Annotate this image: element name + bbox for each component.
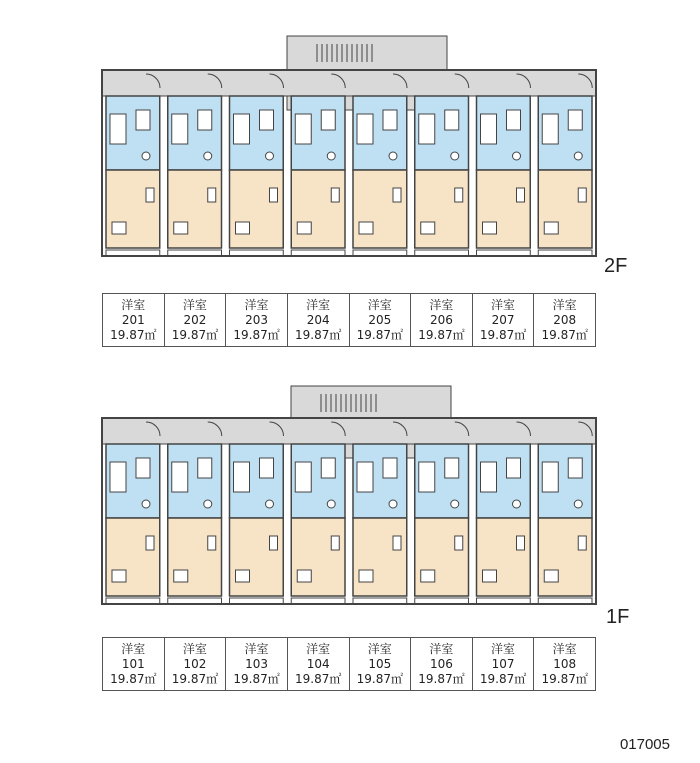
unit-area: 19.87㎡ [233,671,280,686]
toilet [266,500,274,508]
unit-type: 洋室 [182,641,207,656]
unit-area: 19.87㎡ [541,327,588,342]
unit-area: 19.87㎡ [418,671,465,686]
unit-number: 103 [245,656,269,671]
unit-type: 洋室 [244,641,269,656]
closet-icon [174,222,188,234]
corridor [102,418,596,444]
table-icon [393,536,401,550]
toilet [327,500,335,508]
unit-cell-205 [349,293,412,347]
unit-area: 19.87㎡ [356,671,403,686]
kitchen-sink [383,110,397,130]
unit-type: 洋室 [244,297,269,312]
unit-type: 洋室 [306,297,331,312]
unit-number: 203 [245,312,269,327]
unit-area: 19.87㎡ [171,327,219,342]
bath-unit [234,462,250,492]
toilet [327,152,335,160]
toilet [142,500,150,508]
unit-number: 202 [183,312,207,327]
bath-unit [357,114,373,144]
unit-cell-107 [472,637,535,691]
unit-type: 洋室 [121,641,146,656]
unit-type: 洋室 [367,641,392,656]
unit-cell-102 [164,637,227,691]
kitchen-sink [136,458,150,478]
bath-unit [295,114,311,144]
toilet [451,152,459,160]
toilet [204,500,212,508]
unit-area: 19.87㎡ [479,327,527,342]
closet-icon [174,570,188,582]
closet-icon [421,570,435,582]
closet-icon [297,222,311,234]
floor-label-2f: 2F [604,255,628,277]
closet-icon [359,222,373,234]
toilet [513,500,521,508]
floor-label-1f: 1F [606,606,630,628]
bath-unit [295,462,311,492]
table-icon [331,536,339,550]
bath-unit [481,462,497,492]
unit-area: 19.87㎡ [171,671,219,686]
closet-icon [297,570,311,582]
kitchen-sink [383,458,397,478]
bath-unit [481,114,497,144]
toilet [574,152,582,160]
unit-legend-2f [102,293,596,347]
table-icon [455,536,463,550]
unit-type: 洋室 [429,297,454,312]
unit-area: 19.87㎡ [418,327,465,342]
kitchen-sink [136,110,150,130]
bath-unit [110,114,126,144]
unit-number: 208 [553,312,577,327]
kitchen-sink [507,110,521,130]
property-code: 017005 [619,736,670,753]
kitchen-sink [260,110,274,130]
toilet [266,152,274,160]
bath-unit [419,462,435,492]
kitchen-sink [445,458,459,478]
unit-cell-108 [533,637,596,691]
unit-number: 107 [491,656,515,671]
unit-area: 19.87㎡ [233,327,280,342]
closet-icon [112,222,126,234]
unit-cell-207 [472,293,535,347]
unit-cell-106 [410,637,473,691]
bath-unit [110,462,126,492]
closet-icon [112,570,126,582]
main-room [106,170,160,248]
kitchen-sink [507,458,521,478]
unit-number: 206 [429,312,453,327]
main-room [106,518,160,596]
unit-cell-202 [164,293,227,347]
unit-number: 104 [306,656,330,671]
unit-cell-206 [410,293,473,347]
closet-icon [359,570,373,582]
bath-unit [172,462,188,492]
main-room [477,518,531,596]
table-icon [270,536,278,550]
unit-number: 204 [306,312,330,327]
unit-cell-203 [225,293,288,347]
toilet [451,500,459,508]
unit-type: 洋室 [552,297,577,312]
unit-number: 105 [368,656,392,671]
main-room [415,518,469,596]
unit-area: 19.87㎡ [295,327,342,342]
main-room [230,518,284,596]
table-icon [146,188,154,202]
unit-cell-204 [287,293,350,347]
unit-number: 101 [121,656,145,671]
bath-unit [542,462,558,492]
main-room [230,170,284,248]
main-room [291,518,345,596]
unit-area: 19.87㎡ [110,327,157,342]
table-icon [578,188,586,202]
unit-area: 19.87㎡ [479,671,527,686]
closet-icon [483,222,497,234]
kitchen-sink [260,458,274,478]
unit-cell-101 [102,637,165,691]
unit-area: 19.87㎡ [110,671,157,686]
kitchen-sink [568,110,582,130]
bath-unit [357,462,373,492]
unit-cell-201 [102,293,165,347]
toilet [513,152,521,160]
unit-legend-1f [102,637,596,691]
unit-type: 洋室 [429,641,454,656]
unit-type: 洋室 [491,297,516,312]
table-icon [393,188,401,202]
unit-number: 106 [429,656,453,671]
closet-icon [421,222,435,234]
bath-unit [172,114,188,144]
table-icon [208,536,216,550]
unit-number: 201 [121,312,145,327]
toilet [204,152,212,160]
corridor [102,70,596,96]
main-room [415,170,469,248]
toilet [389,152,397,160]
unit-type: 洋室 [182,297,207,312]
unit-type: 洋室 [491,641,516,656]
main-room [477,170,531,248]
main-room [538,518,592,596]
main-room [538,170,592,248]
table-icon [455,188,463,202]
unit-type: 洋室 [367,297,392,312]
main-room [168,518,222,596]
kitchen-sink [198,110,212,130]
unit-number: 207 [491,312,515,327]
table-icon [270,188,278,202]
toilet [574,500,582,508]
unit-type: 洋室 [306,641,331,656]
closet-icon [236,570,250,582]
closet-icon [236,222,250,234]
main-room [291,170,345,248]
kitchen-sink [568,458,582,478]
main-room [353,170,407,248]
kitchen-sink [321,110,335,130]
bath-unit [234,114,250,144]
unit-area: 19.87㎡ [541,671,588,686]
table-icon [517,188,525,202]
unit-type: 洋室 [121,297,146,312]
unit-number: 102 [183,656,207,671]
bath-unit [419,114,435,144]
closet-icon [544,222,558,234]
main-room [168,170,222,248]
unit-number: 205 [368,312,392,327]
table-icon [146,536,154,550]
closet-icon [483,570,497,582]
table-icon [578,536,586,550]
unit-area: 19.87㎡ [356,327,403,342]
table-icon [331,188,339,202]
kitchen-sink [321,458,335,478]
closet-icon [544,570,558,582]
unit-cell-105 [349,637,412,691]
unit-cell-208 [533,293,596,347]
table-icon [208,188,216,202]
unit-cell-104 [287,637,350,691]
table-icon [517,536,525,550]
unit-cell-103 [225,637,288,691]
main-room [353,518,407,596]
unit-area: 19.87㎡ [295,671,342,686]
toilet [142,152,150,160]
unit-type: 洋室 [552,641,577,656]
kitchen-sink [445,110,459,130]
kitchen-sink [198,458,212,478]
unit-number: 108 [553,656,577,671]
toilet [389,500,397,508]
bath-unit [542,114,558,144]
